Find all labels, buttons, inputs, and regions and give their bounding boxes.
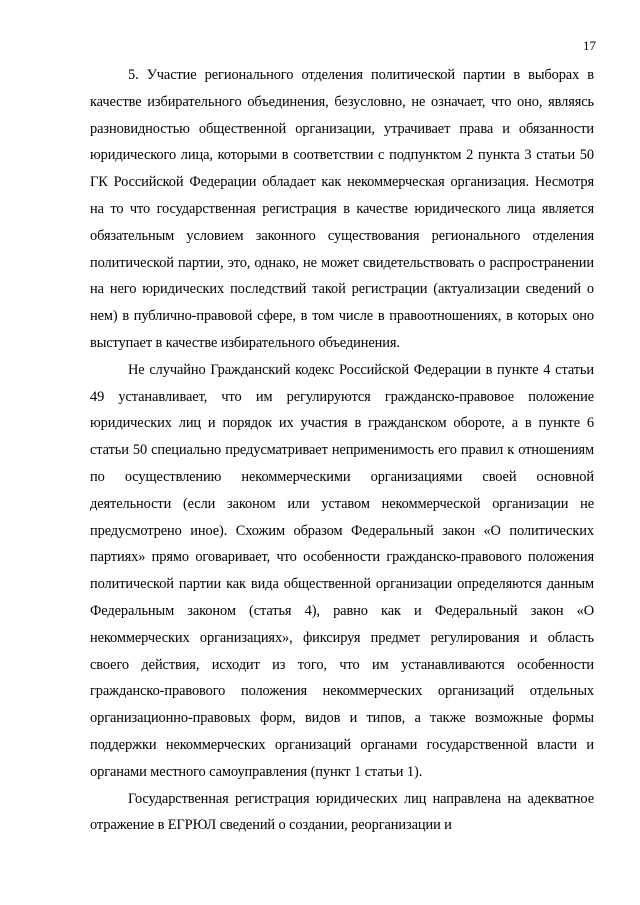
paragraph-5: 5. Участие регионального отделения политической партии в выборах в качестве избирательного объединения, безусловно, не означает, что оно, являясь разновидностью общественной организации, утрачивает права и обязанности юридического лица, которыми в соответствии с подпунктом 2 пункта 3 статьи 50 ГК Российской Федерации обладает как некоммерческая организация. Несмотря на то что государственная регистрация в качестве юридического лица является обязательным условием законного существования регионального отделения политической партии, это, однако, не может свидетельствовать о распространении на него юридических последствий такой регистрации (актуализации сведений о нем) в публично-правовой сфере, в том числе в правоотношениях, в которых оно выступает в качестве избирательного объединения. bbox=[90, 67, 594, 351]
paragraph-civil-code: Не случайно Гражданский кодекс Российской Федерации в пункте 4 статьи 49 устанавливает, что им регулируются гражданско-правовое положение юридических лиц и порядок их участия в гражданском обороте, а в пункте 6 статьи 50 специально предусматривает неприменимость его правил к отношениям по осуществлению некоммерческими организациями своей основной деятельности (если законом или уставом некоммерческой организации не предусмотрено иное). Схожим образом Федеральный закон «О политических партиях» прямо оговаривает, что особенности гражданско-правового положения политической партии как вида общественной организации определяются данным Федеральным законом (статья 4), равно как и Федеральный закон «О некоммерческих организациях», фиксируя предмет регулирования и область своего действия, исходит из того, что им устанавливаются особенности гражданско-правового положения некоммерческих организаций отдельных организационно-правовых форм, видов и типов, а также возможные формы поддержки некоммерческих организаций органами государственной власти и органами местного самоуправления (пункт 1 статьи 1). bbox=[90, 361, 594, 780]
document-body bbox=[90, 62, 594, 839]
page-number: 17 bbox=[583, 38, 596, 53]
paragraph-state-registration: Государственная регистрация юридических лиц направлена на адекватное отражение в ЕГРЮЛ сведений о создании, реорганизации и bbox=[90, 790, 594, 834]
